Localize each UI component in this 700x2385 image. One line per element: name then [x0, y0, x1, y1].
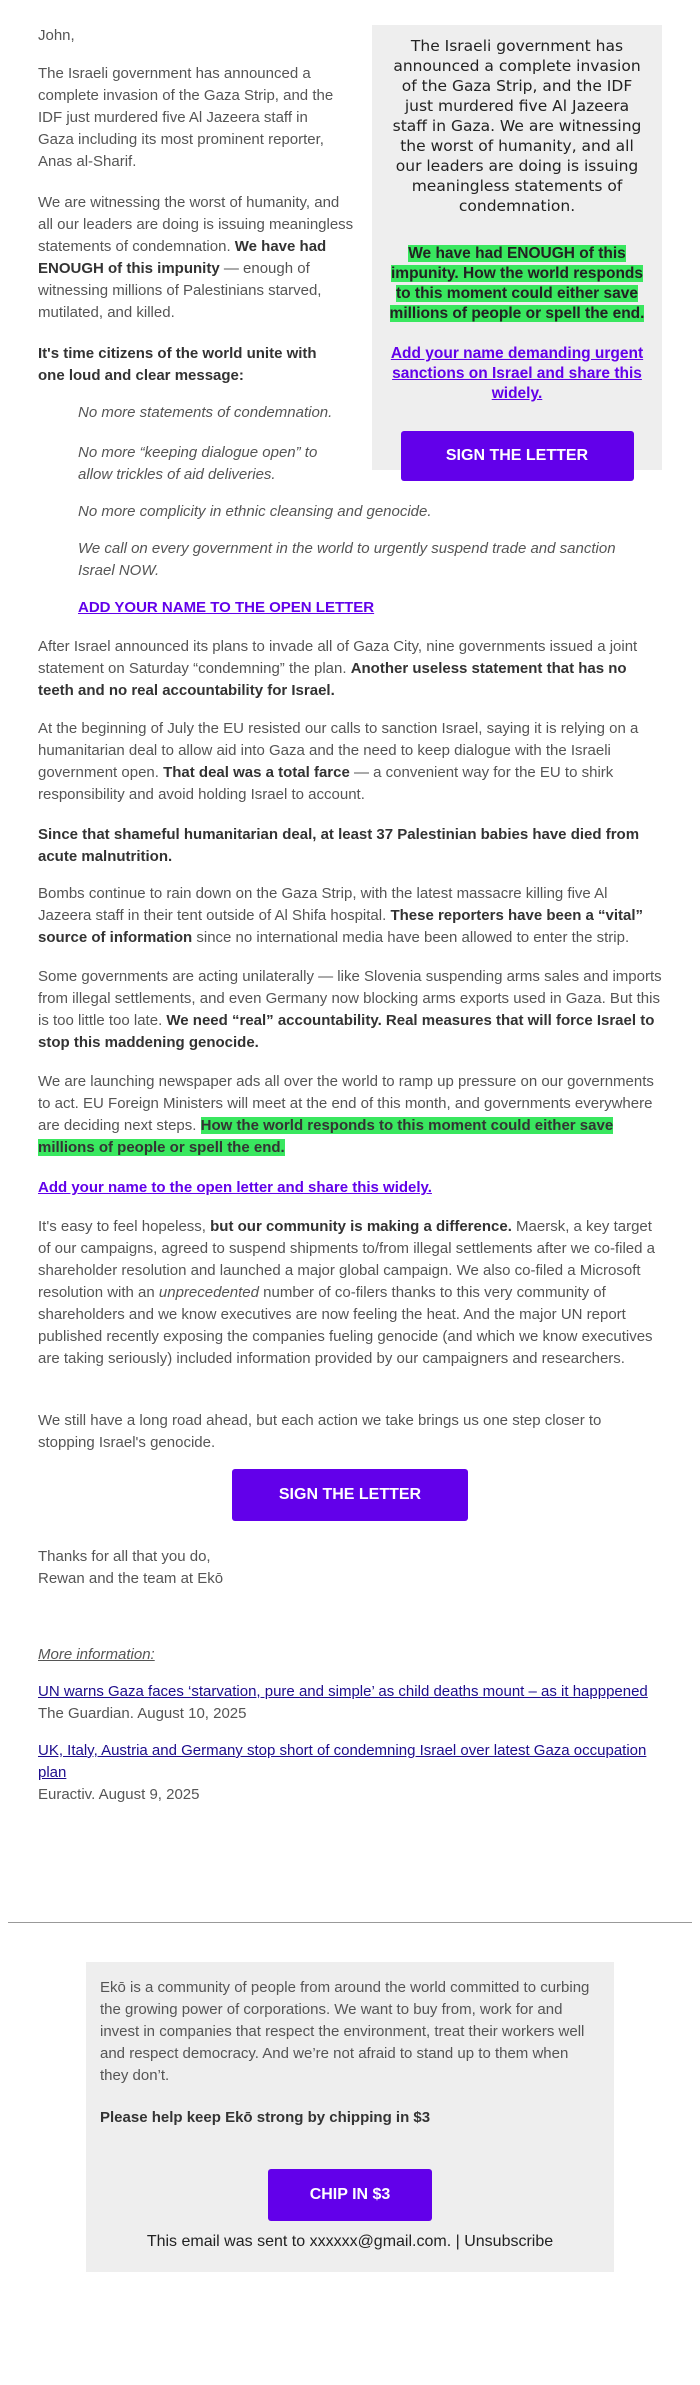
quote-item: No more statements of condemnation. — [78, 404, 333, 421]
callout-highlight — [388, 244, 646, 324]
signoff-line: Rewan and the team at Ekō — [38, 1570, 224, 1587]
accountability-bold: We need “real” accountability. Real measures that will force Israel to stop this maddening genocide. — [38, 1012, 655, 1051]
footer-ask: Please help keep Ekō strong by chipping in $3 — [100, 2109, 431, 2126]
sign-letter-button[interactable]: SIGN THE LETTER — [232, 1469, 468, 1521]
road-ahead-paragraph: We still have a long road ahead, but each action we take brings us one step closer to stopping Israel's genocide. — [38, 1412, 602, 1451]
footer-sent-line — [100, 2231, 600, 2253]
community-bold: but our community is making a difference. — [210, 1218, 512, 1235]
community-paragraph — [38, 1216, 662, 1370]
witness-text-end: — enough of witnessing millions of Palestinians starved, mutilated, and killed. — [38, 260, 322, 321]
reporters-bold: These reporters have been a “vital” source of information — [38, 907, 644, 946]
callout-highlight-text: We have had ENOUGH of this impunity. How the world responds to this moment could either save millions of people or spell the end. — [389, 245, 645, 322]
bombs-text-end: since no international media have been allowed to enter the strip. — [192, 929, 630, 946]
community-text-mid: Maersk, a key target of our campaigns, agreed to suspend shipments to/from illegal settlements after we co-filed a shareholder resolution and launched a major global campaign. We also co-filed a Microsoft resolution with an — [38, 1218, 655, 1301]
quote-item: No more complicity in ethnic cleansing and genocide. — [78, 503, 432, 520]
community-text: It's easy to feel hopeless, — [38, 1218, 211, 1235]
greeting: John, — [38, 27, 75, 44]
unprecedented-italic: unprecedented — [158, 1284, 259, 1301]
unite-paragraph: It's time citizens of the world unite with one loud and clear message: — [38, 345, 317, 384]
farce-bold: That deal was a total farce — [163, 764, 350, 781]
intro-paragraph: The Israeli government has announced a complete invasion of the Gaza Strip, and the IDF just murdered five Al Jazeera staff in Gaza including its most prominent reporter, Anas al-Sharif. — [38, 65, 334, 170]
open-letter-link[interactable]: ADD YOUR NAME TO THE OPEN LETTER — [78, 599, 375, 616]
recipient-email: xxxxxx@gmail.com — [309, 2233, 447, 2250]
unsubscribe-link[interactable]: Unsubscribe — [464, 2233, 554, 2250]
callout-panel — [372, 25, 662, 470]
impunity-bold: We have had ENOUGH of this impunity — [38, 238, 327, 277]
joint-statement-text: After Israel announced its plans to invade all of Gaza City, nine governments issued a joint statement on Saturday “condemning” the plan. — [38, 638, 638, 677]
callout-sign-button[interactable]: SIGN THE LETTER — [401, 431, 634, 481]
eu-paragraph — [38, 718, 662, 806]
more-info-heading: More information: — [38, 1646, 155, 1663]
bombs-text: Bombs continue to rain down on the Gaza Strip, with the latest massacre killing five Al Jazeera staff in their tent outside of Al Shifa hospital. — [38, 885, 608, 924]
joint-statement-bold: Another useless statement that has no teeth and no real accountability for Israel. — [38, 660, 627, 699]
witness-paragraph — [38, 192, 358, 324]
separator: . | — [446, 2233, 465, 2250]
eu-text-end: — a convenient way for the EU to shirk responsibility and avoid holding Israel to account. — [38, 764, 614, 803]
newspaper-ads-paragraph — [38, 1071, 662, 1159]
world-responds-highlight: How the world responds to this moment could either save millions of people or spell the end. — [38, 1117, 614, 1156]
source-link-euractiv[interactable]: UK, Italy, Austria and Germany stop short of condemning Israel over latest Gaza occupation plan — [38, 1742, 647, 1781]
joint-statement-paragraph — [38, 636, 662, 702]
newspaper-ads-text: We are launching newspaper ads all over the world to ramp up pressure on our governments to act. EU Foreign Ministers will meet at the end of this month, and governments everywhere are deciding next steps. — [38, 1073, 654, 1134]
source-meta: The Guardian. August 10, 2025 — [38, 1705, 247, 1722]
share-link[interactable]: Add your name to the open letter and share this widely. — [38, 1179, 432, 1196]
bombs-paragraph — [38, 883, 662, 949]
community-text-end: number of co-filers thanks to this very community of shareholders and we know executives are now feeling the heat. And the major UN report published recently exposing the companies fueling genocide (and which we know executives are taking seriously) included information provided by our campaigners and researchers. — [38, 1284, 653, 1367]
callout-petition-link[interactable]: Add your name demanding urgent sanctions on Israel and share this widely. — [390, 345, 644, 402]
quote-item: We call on every government in the world to urgently suspend trade and sanction Israel NOW. — [78, 540, 616, 579]
babies-paragraph: Since that shameful humanitarian deal, at least 37 Palestinian babies have died from acute malnutrition. — [38, 826, 640, 865]
quote-item: No more “keeping dialogue open” to allow trickles of aid deliveries. — [78, 444, 318, 483]
chip-in-button[interactable]: CHIP IN $3 — [268, 2169, 432, 2221]
eu-text: At the beginning of July the EU resisted our calls to sanction Israel, saying it is relying on a humanitarian deal to allow aid into Gaza and the need to keep dialogue with the Israeli government open. — [38, 720, 639, 781]
thanks-line: Thanks for all that you do, — [38, 1548, 211, 1565]
source-meta: Euractiv. August 9, 2025 — [38, 1786, 200, 1803]
governments-text: Some governments are acting unilaterally — like Slovenia suspending arms sales and imports from illegal settlements, and even Germany now blocking arms exports used in Gaza. But this is too little too late. — [38, 968, 662, 1029]
callout-intro: The Israeli government has announced a complete invasion of the Gaza Strip, and the IDF just murdered five Al Jazeera staff in Gaza. We are witnessing the worst of humanity, and all our leaders are doing is issuing meaningless statements of condemnation. — [392, 37, 642, 215]
sent-prefix: This email was sent to — [146, 2233, 310, 2250]
footer-divider — [8, 1922, 692, 1923]
footer-about: Ekō is a community of people from around the world committed to curbing the growing power of corporations. We want to buy from, work for and invest in companies that respect the environment, treat their workers well and respect democracy. And we’re not afraid to stand up to them when they don’t. — [100, 1979, 590, 2084]
source-link-guardian[interactable]: UN warns Gaza faces ‘starvation, pure and simple’ as child deaths mount – as it happpened — [38, 1683, 648, 1700]
witness-text: We are witnessing the worst of humanity, and all our leaders are doing is issuing meaningless statements of condemnation. — [38, 194, 354, 255]
footer-panel — [86, 1962, 614, 2272]
governments-paragraph — [38, 966, 662, 1054]
